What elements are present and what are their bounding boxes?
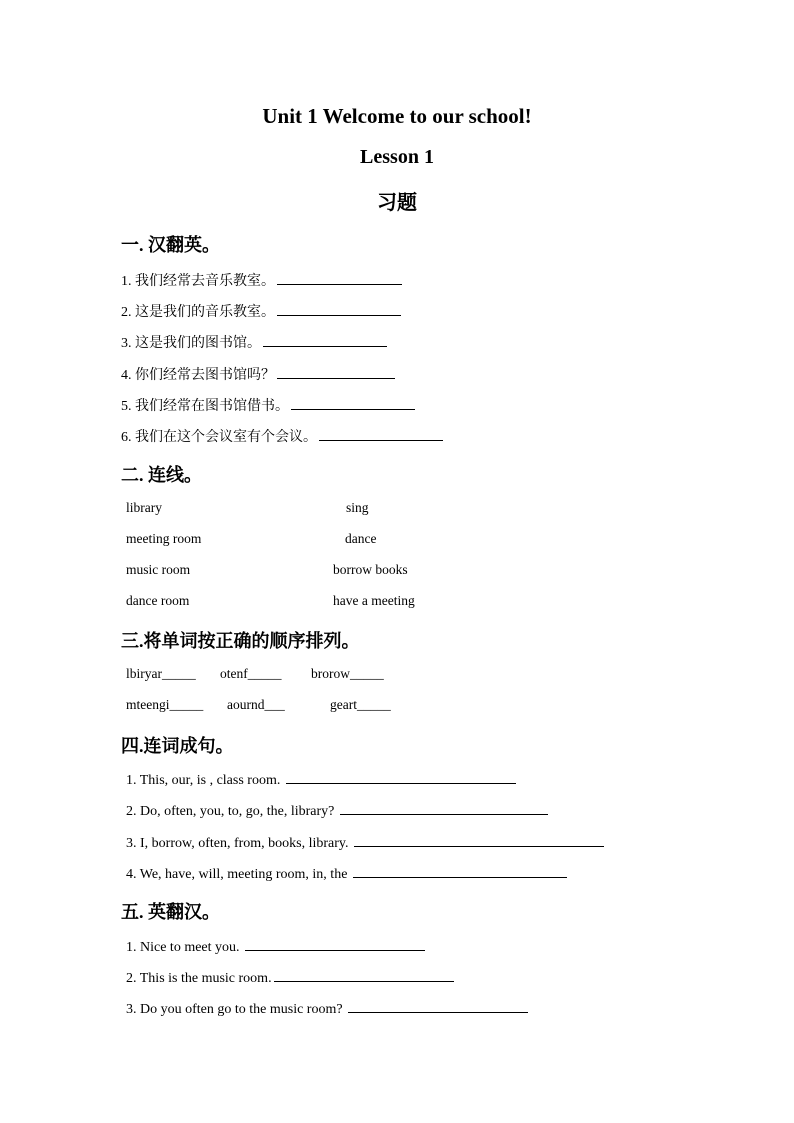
scramble-item[interactable]: lbiryar_____	[126, 666, 196, 681]
lesson-title: Lesson 1	[360, 146, 434, 168]
section-4-heading: 四.连词成句。	[121, 736, 234, 756]
translate-cn-item: 5. 我们经常在图书馆借书。	[121, 395, 415, 416]
sentence-item: 2. Do, often, you, to, go, the, library?	[126, 800, 548, 821]
unit-title: Unit 1 Welcome to our school!	[262, 104, 532, 128]
section-3-heading: 三.将单词按正确的顺序排列。	[121, 631, 360, 651]
translate-en-item: 3. Do you often go to the music room?	[126, 998, 528, 1019]
answer-blank[interactable]	[291, 395, 415, 410]
scramble-item[interactable]: mteengi_____	[126, 697, 204, 712]
match-right-item[interactable]: borrow books	[333, 562, 408, 577]
scramble-item[interactable]: otenf_____	[220, 666, 282, 681]
scramble-item[interactable]: geart_____	[330, 697, 391, 712]
match-right-item[interactable]: dance	[345, 531, 377, 546]
translate-en-item: 1. Nice to meet you.	[126, 936, 425, 957]
answer-blank[interactable]	[340, 800, 548, 815]
sentence-item: 4. We, have, will, meeting room, in, the	[126, 863, 567, 884]
sentence-item: 1. This, our, is , class room.	[126, 769, 516, 790]
answer-blank[interactable]	[353, 863, 567, 878]
answer-blank[interactable]	[245, 936, 425, 951]
exercise-title: 习题	[377, 192, 417, 214]
section-5-heading: 五. 英翻汉。	[121, 902, 220, 922]
answer-blank[interactable]	[277, 270, 402, 285]
sentence-item: 3. I, borrow, often, from, books, library.	[126, 832, 604, 853]
match-left-item[interactable]: meeting room	[126, 531, 202, 546]
match-right-item[interactable]: have a meeting	[333, 593, 415, 608]
section-1-heading: 一. 汉翻英。	[121, 235, 220, 255]
answer-blank[interactable]	[286, 769, 516, 784]
translate-cn-item: 4. 你们经常去图书馆吗？	[121, 364, 395, 385]
match-left-item[interactable]: music room	[126, 562, 191, 577]
translate-en-item: 2. This is the music room.	[126, 967, 454, 988]
scramble-item[interactable]: brorow_____	[311, 666, 384, 681]
scramble-item[interactable]: aournd___	[227, 697, 285, 712]
translate-cn-item: 6. 我们在这个会议室有个会议。	[121, 426, 443, 447]
answer-blank[interactable]	[277, 364, 395, 379]
answer-blank[interactable]	[348, 998, 528, 1013]
match-right-item[interactable]: sing	[346, 500, 369, 515]
answer-blank[interactable]	[354, 832, 604, 847]
match-left-item[interactable]: library	[126, 500, 162, 515]
translate-cn-item: 1. 我们经常去音乐教室。	[121, 270, 402, 291]
translate-cn-item: 3. 这是我们的图书馆。	[121, 332, 387, 353]
match-left-item[interactable]: dance room	[126, 593, 190, 608]
answer-blank[interactable]	[263, 332, 387, 347]
answer-blank[interactable]	[319, 426, 443, 441]
section-2-heading: 二. 连线。	[121, 465, 202, 485]
answer-blank[interactable]	[274, 967, 454, 982]
translate-cn-item: 2. 这是我们的音乐教室。	[121, 301, 401, 322]
answer-blank[interactable]	[277, 301, 401, 316]
